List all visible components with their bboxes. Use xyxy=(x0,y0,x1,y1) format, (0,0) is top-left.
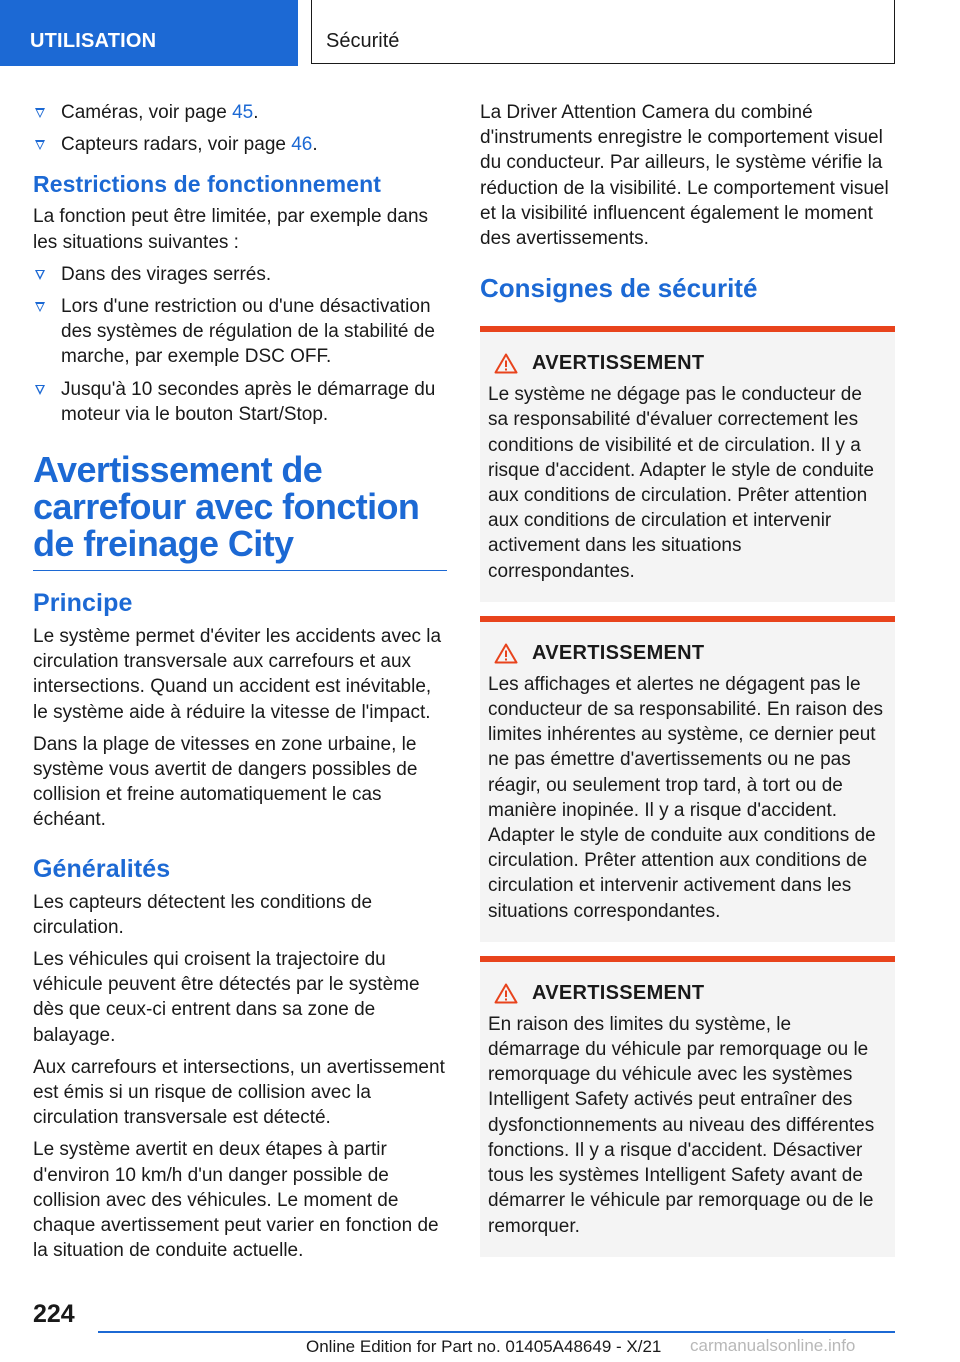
paragraph: Aux carrefours et intersections, un avertissement est émis si un risque de collision avec la circulation transversale est détecté. xyxy=(33,1056,445,1129)
footer-divider xyxy=(98,1331,895,1333)
list-item: Caméras, voir page 45. xyxy=(33,100,447,125)
triangle-bullet-icon xyxy=(35,385,45,395)
warning-text: Les affichages et alertes ne dégagent pas le conducteur de sa responsabilité. En raison des limites inhérentes au système, ce dernier peut ne pas émettre d'avertissements ou ne pas réagir, ou seulement trop tard, à tort ou de manière inopinée. Il y a risque d'accident. Adapter le style de conduite aux conditions de circulation. Prêter attention aux conditions de circulation et intervenir activement dans les situations correspondantes. xyxy=(488,673,884,922)
paragraph: La Driver Attention Camera du combiné d'instruments enregistre le comportement visuel du conducteur. Par ailleurs, le système vérifie la réduction de la visibilité. Le comportement visuel et la visibilité influencent également le moment des avertissements. xyxy=(480,102,889,250)
restrictions-text: La fonction peut être limitée, par exemple dans les situations suivantes : xyxy=(33,206,429,253)
warning-title: AVERTISSEMENT xyxy=(488,982,887,1005)
paragraph: Dans la plage de vitesses en zone urbaine, le système vous avertit de dangers possibles de collision et freine automatiquement le cas échéant. xyxy=(33,733,418,831)
warning-box xyxy=(480,956,895,1257)
page-header xyxy=(0,0,960,66)
page-link[interactable]: 46 xyxy=(291,134,313,156)
edition-text: Online Edition for Part no. 01405A48649 - X/21 xyxy=(306,1337,662,1356)
triangle-bullet-icon xyxy=(35,108,45,118)
warning-box xyxy=(480,616,895,942)
chapter-title: Sécurité xyxy=(311,0,895,64)
warning-triangle-icon xyxy=(494,983,518,1004)
list-item: Jusqu'à 10 secondes après le démarrage du moteur via le bouton Start/Stop. xyxy=(33,377,447,427)
restrictions-heading: Restrictions de fonctionnement xyxy=(33,171,382,198)
warning-title: AVERTISSEMENT xyxy=(488,642,887,665)
principe-heading: Principe xyxy=(33,589,133,618)
warning-title: AVERTISSEMENT xyxy=(488,352,887,375)
paragraph: Les capteurs détectent les conditions de circulation. xyxy=(33,891,373,938)
restrictions-list xyxy=(33,262,447,427)
warning-box xyxy=(480,326,895,602)
page-number: 224 xyxy=(33,1300,75,1328)
right-column xyxy=(480,100,895,1271)
major-section-title: Avertissement de carrefour avec fonction de freinage City xyxy=(33,451,447,571)
list-item: Capteurs radars, voir page 46. xyxy=(33,132,447,157)
triangle-bullet-icon xyxy=(35,140,45,150)
warning-triangle-icon xyxy=(494,643,518,664)
left-column xyxy=(33,100,447,1271)
paragraph: Les véhicules qui croisent la trajectoire du véhicule peuvent être détectés par le système dès que ceux-ci entrent dans sa zone de balayage. xyxy=(33,949,420,1046)
warning-text: Le système ne dégage pas le conducteur de sa responsabilité d'évaluer correctement les conditions de visibilité et de circulation. Il y a risque d'accident. Adapter le style de conduite aux conditions de circulation. Prêter attention aux conditions de circulation et intervenir activement dans les situations correspondantes. xyxy=(488,384,874,582)
list-item: Lors d'une restriction ou d'une désactivation des systèmes de régulation de la stabilité de marche, par exemple DSC OFF. xyxy=(33,294,447,370)
section-tab: UTILISATION xyxy=(0,0,298,66)
intro-bullet-list xyxy=(33,100,447,157)
watermark: carmanualsonline.info xyxy=(690,1336,856,1355)
paragraph: Le système permet d'éviter les accidents avec la circulation transversale aux carrefours et aux intersections. Quand un accident est inévitable, le système aide à réduire la vitesse de l'impact. xyxy=(33,626,442,723)
paragraph: Le système avertit en deux étapes à partir d'environ 10 km/h d'un danger possible de collision avec des véhicules. Le moment de chaque avertissement peut varier en fonction de la situation de conduite actuelle. xyxy=(33,1139,439,1262)
triangle-bullet-icon xyxy=(35,302,45,312)
triangle-bullet-icon xyxy=(35,270,45,280)
warning-triangle-icon xyxy=(494,353,518,374)
safety-heading: Consignes de sécurité xyxy=(480,273,758,304)
list-item: Dans des virages serrés. xyxy=(33,262,447,287)
page-link[interactable]: 45 xyxy=(232,102,254,123)
warning-text: En raison des limites du système, le démarrage du véhicule par remorquage ou le remorquage du véhicule avec les systèmes Intelligent Safety activés peut entraîner des dysfonctionnements au niveau des différentes fonctions. Il y a risque d'accident. Désactiver tous les systèmes Intelligent Safety avant de démarrer le véhicule par remorquage ou de le remorquer. xyxy=(488,1013,875,1237)
generalites-heading: Généralités xyxy=(33,854,171,883)
